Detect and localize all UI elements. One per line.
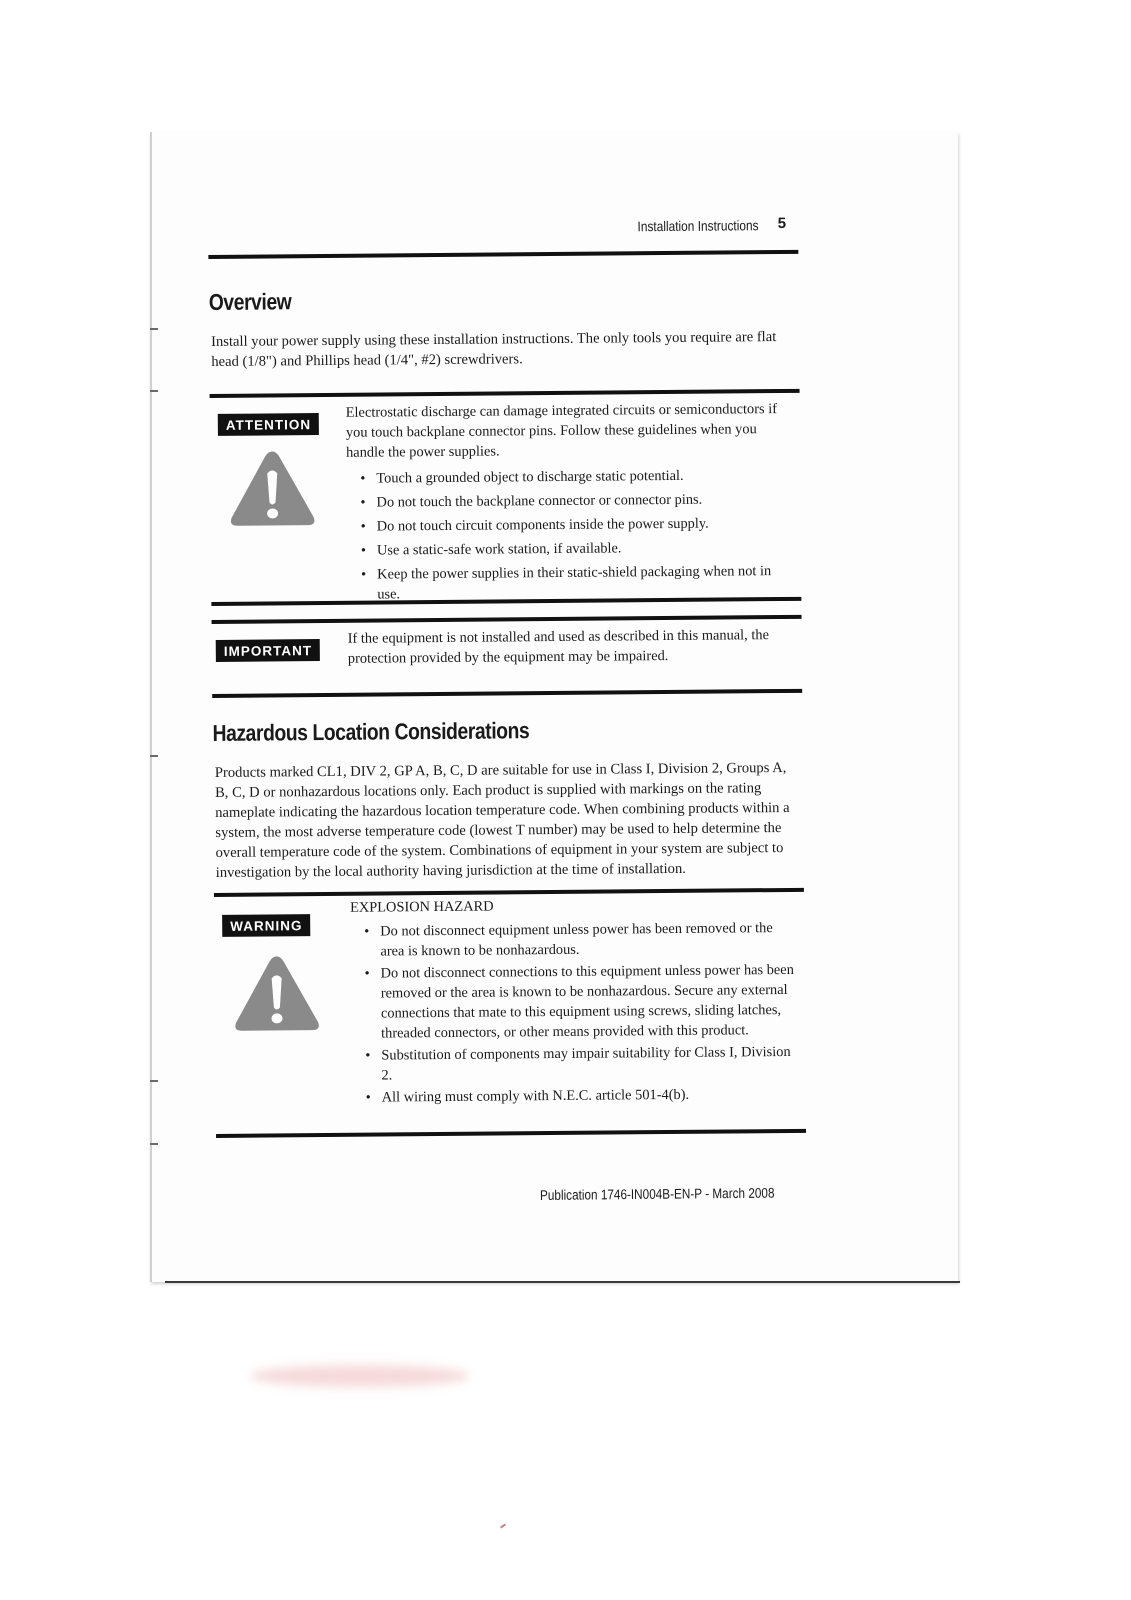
list-item: • Do not disconnect equipment unless power has been removed or the area is known to be nonhazardous. — [350, 918, 798, 962]
list-item: • Do not touch the backplane connector or connector pins. — [346, 489, 794, 513]
warning-label: WARNING — [222, 914, 310, 937]
attention-notice — [210, 389, 802, 606]
list-item: • Do not touch circuit components inside the power supply. — [347, 513, 795, 537]
overview-heading: Overview — [208, 288, 292, 315]
page-edge-shadow — [165, 1281, 960, 1283]
warning-notice — [214, 888, 806, 1138]
staple-mark — [150, 1143, 158, 1145]
page-number: 5 — [777, 214, 787, 233]
overview-text: Install your power supply using these installation instructions. The only tools you require are flat head (1/8") and Phillips head (1/4", #2) screwdrivers. — [211, 329, 777, 370]
running-header — [208, 210, 798, 259]
attention-body — [346, 399, 796, 609]
list-item: • Keep the power supplies in their static-shield packaging when not in use. — [347, 561, 795, 605]
list-item: • Substitution of components may impair suitability for Class I, Division 2. — [351, 1042, 799, 1086]
list-item: • All wiring must comply with N.E.C. article 501-4(b). — [352, 1084, 800, 1108]
staple-mark — [150, 328, 158, 330]
scan-smudge — [250, 1365, 470, 1387]
staple-mark — [150, 1080, 158, 1082]
important-notice — [212, 615, 803, 698]
attention-intro: Electrostatic discharge can damage integrated circuits or semiconductors if you touch backplane connector pins. Follow these guidelines when you handle the power supplies. — [345, 401, 778, 461]
warning-triangle-icon — [227, 447, 318, 530]
warning-triangle-icon — [231, 952, 322, 1035]
staple-mark — [150, 755, 158, 757]
page-content — [208, 210, 806, 1138]
important-body — [348, 625, 796, 669]
warning-bullet-list — [350, 918, 800, 1108]
hazardous-text: Products marked CL1, DIV 2, GP A, B, C, D are suitable for use in Class I, Division 2, Groups A, B, C, D or nonhazardous locations only. Each product is supplied with markings on the rating nameplate indicating the hazardous location temperature code. When combining products within a system, the most adverse temperature code (lowest T number) may be used to help determine the overall temperature code of the system. Combinations of equipment in your system are subject to investigation by the local authority having jurisdiction at the time of installation. — [214, 759, 790, 881]
warning-title: EXPLOSION HAZARD — [349, 898, 494, 916]
important-label: IMPORTANT — [216, 639, 320, 662]
list-item: • Do not disconnect connections to this equipment unless power has been removed or the area is known to be nonhazardous. Secure any external connections that mate to this equipment using screws, sliding latches, threaded connectors, or other means provided with this product. — [351, 960, 800, 1044]
warning-body — [350, 894, 800, 1110]
staple-mark — [150, 390, 158, 392]
attention-label: ATTENTION — [218, 413, 319, 436]
attention-bullet-list — [346, 465, 795, 605]
scan-mark — [500, 1523, 506, 1528]
important-text: If the equipment is not installed and used as described in this manual, the protection provided by the equipment may be impaired. — [347, 627, 769, 667]
list-item: • Touch a grounded object to discharge static potential. — [346, 465, 794, 489]
header-title: Installation Instructions — [636, 217, 759, 235]
publication-footer: Publication 1746-IN004B-EN-P - March 2008 — [539, 1184, 775, 1203]
list-item: • Use a static-safe work station, if available. — [347, 537, 795, 561]
hazardous-heading: Hazardous Location Considerations — [212, 717, 530, 746]
